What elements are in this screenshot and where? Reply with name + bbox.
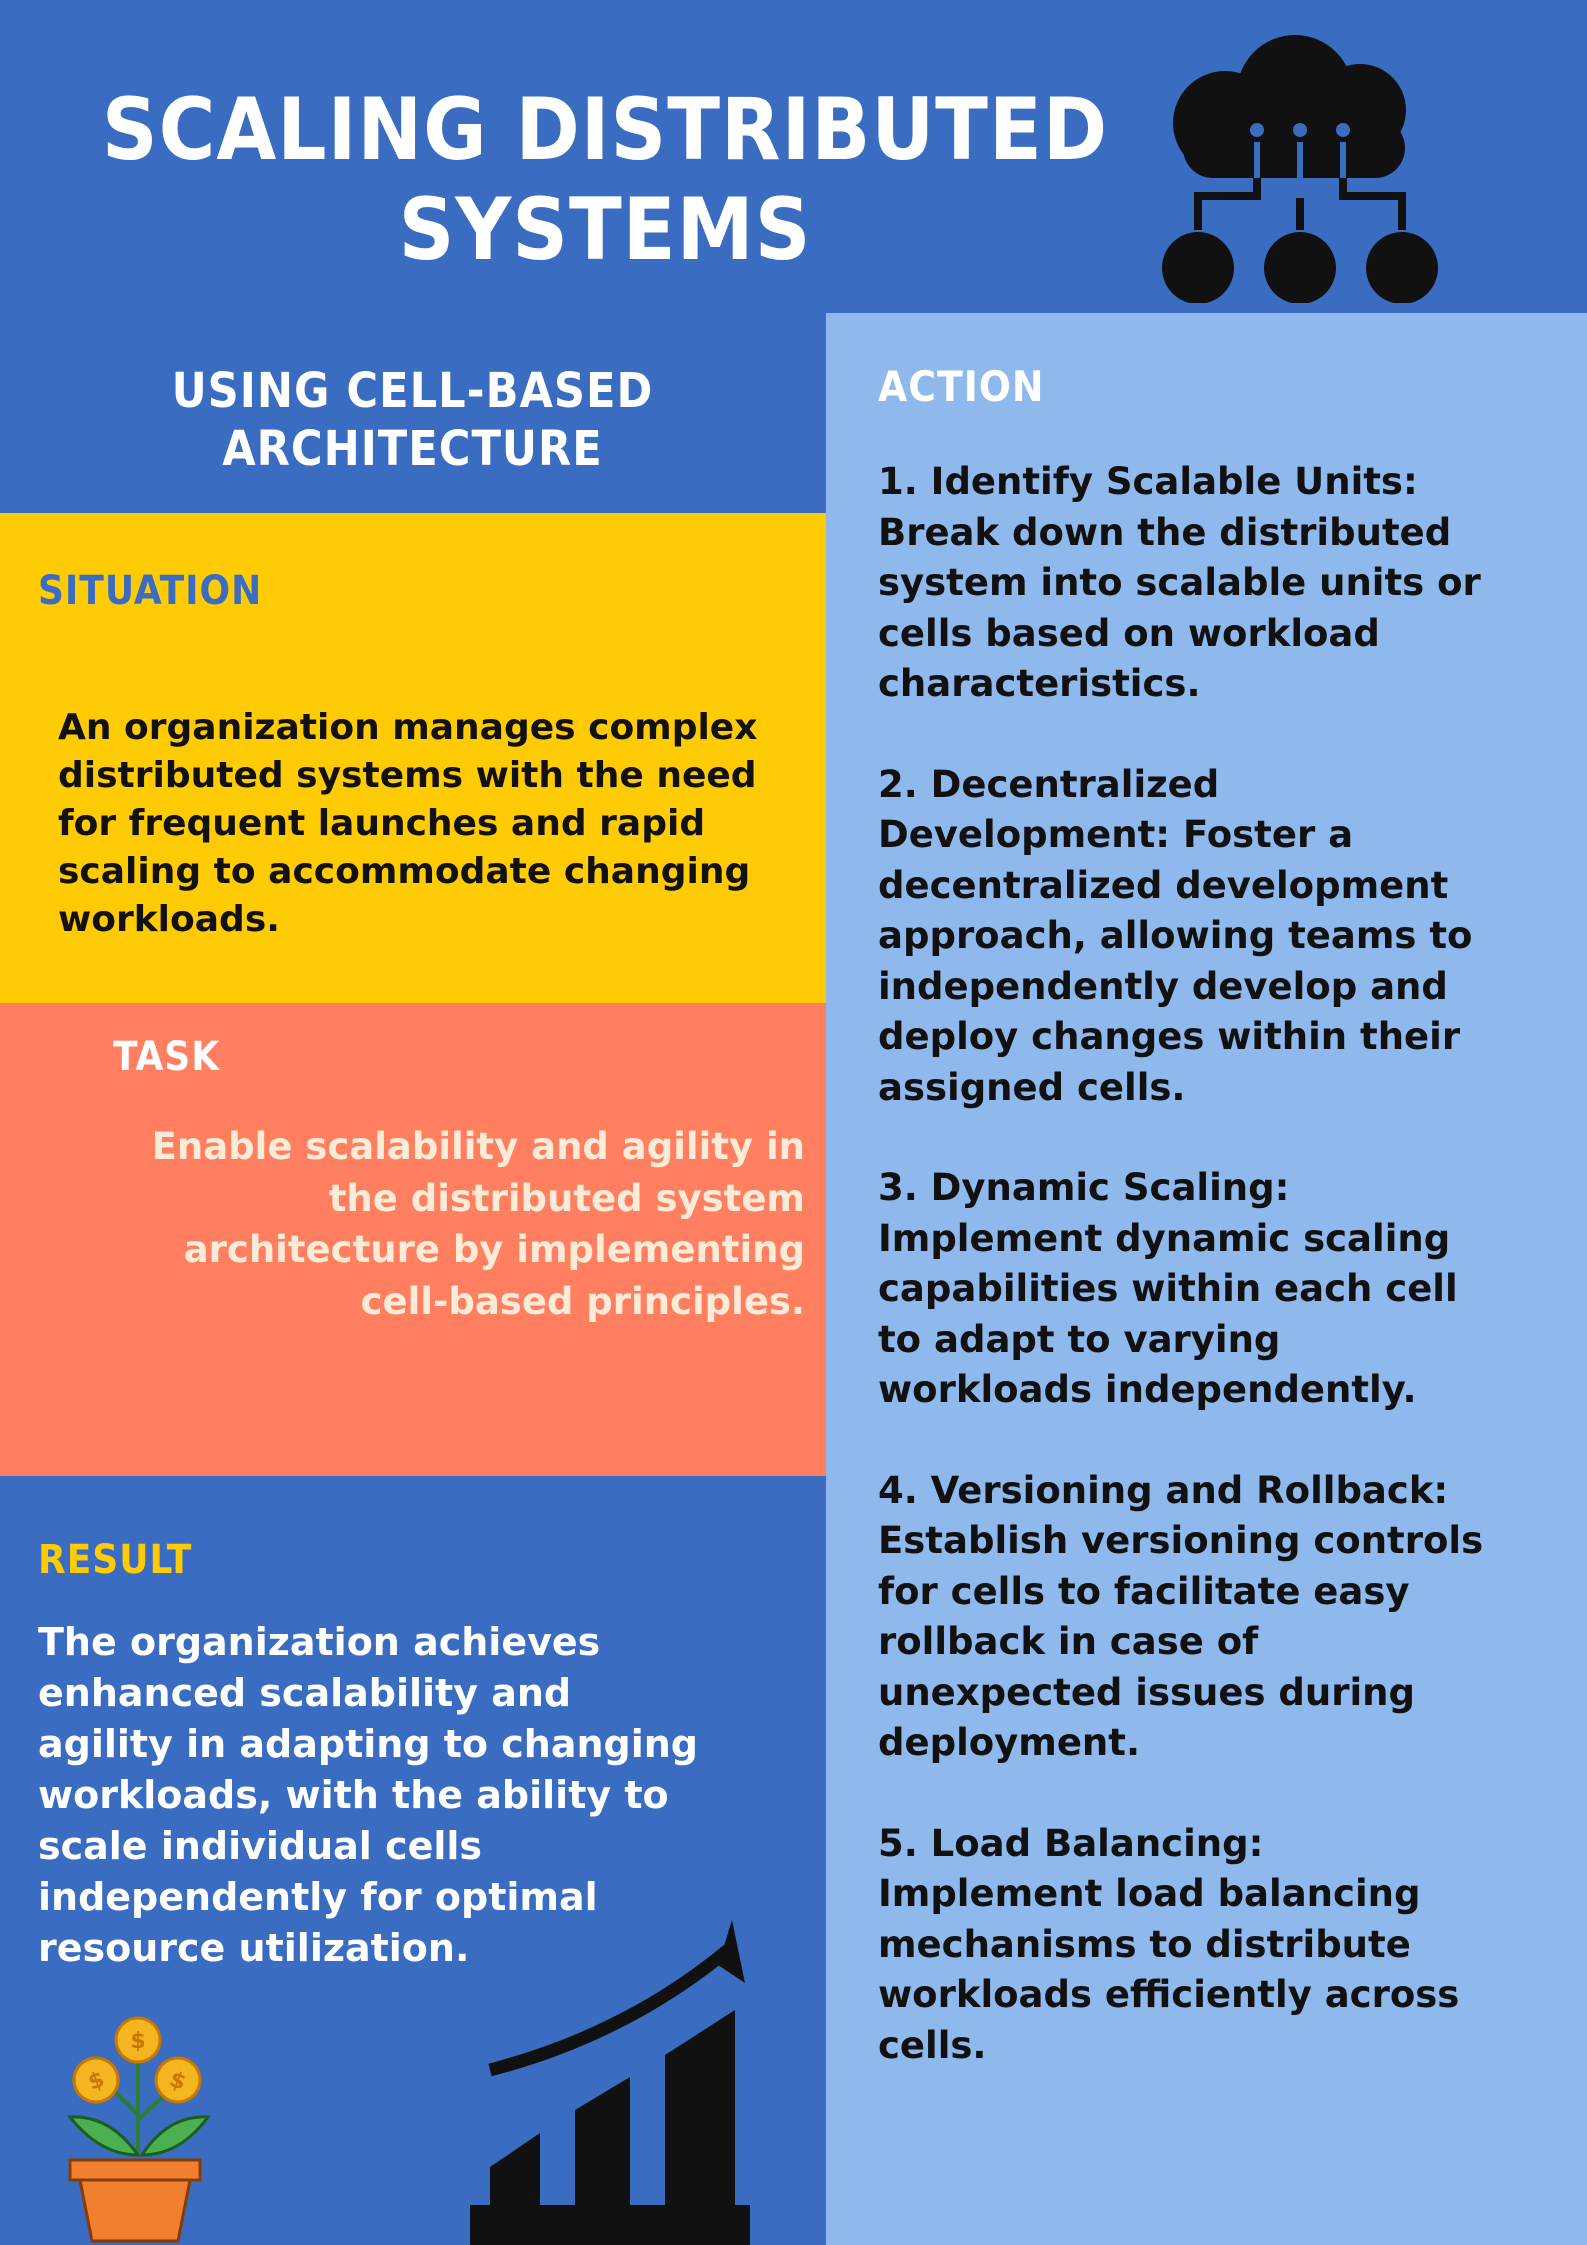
- subtitle: USING CELL-BASED ARCHITECTURE: [171, 363, 654, 477]
- money-plant-icon: [60, 2005, 220, 2245]
- coin-symbol: $: [130, 2029, 146, 2054]
- page-title: SCALING DISTRIBUTED SYSTEMS: [101, 80, 1109, 280]
- task-body: Enable scalability and agility in the distributed system architecture by implementing cell-based principles.: [151, 1125, 805, 1323]
- action-step-4: 4. Versioning and Rollback: Establish versioning controls for cells to facilitate easy rollback in case of unexpected issues during deployment.: [878, 1468, 1484, 1764]
- result-body: The organization achieves enhanced scalability and agility in adapting to changing workloads, with the ability to scale individual cells independently for optimal resource utilization.: [38, 1620, 699, 1970]
- growth-chart-icon: [470, 1905, 760, 2245]
- situation-heading: SITUATION: [38, 568, 263, 614]
- cloud-network-icon: [1155, 18, 1445, 303]
- task-heading: TASK: [113, 1034, 221, 1080]
- coin-symbol: $: [166, 2067, 189, 2096]
- action-step-5: 5. Load Balancing: Implement load balancing mechanisms to distribute workloads efficiently across cells.: [878, 1821, 1460, 2067]
- action-step-1: 1. Identify Scalable Units: Break down the distributed system into scalable units or cells based on workload characteristics.: [878, 460, 1481, 705]
- action-heading: ACTION: [878, 362, 1045, 411]
- coin-symbol: $: [85, 2067, 108, 2096]
- action-steps-list: [878, 457, 1568, 2121]
- situation-body: An organization manages complex distributed systems with the need for frequent launches and rapid scaling to accommodate changing workloads.: [58, 707, 758, 940]
- result-heading: RESULT: [38, 1537, 193, 1583]
- action-step-3: 3. Dynamic Scaling: Implement dynamic scaling capabilities within each cell to adapt to varying workloads independently.: [878, 1166, 1458, 1411]
- action-step-2: 2. Decentralized Development: Foster a decentralized development approach, allowing teams to independently develop and deploy changes within their assigned cells.: [878, 762, 1473, 1109]
